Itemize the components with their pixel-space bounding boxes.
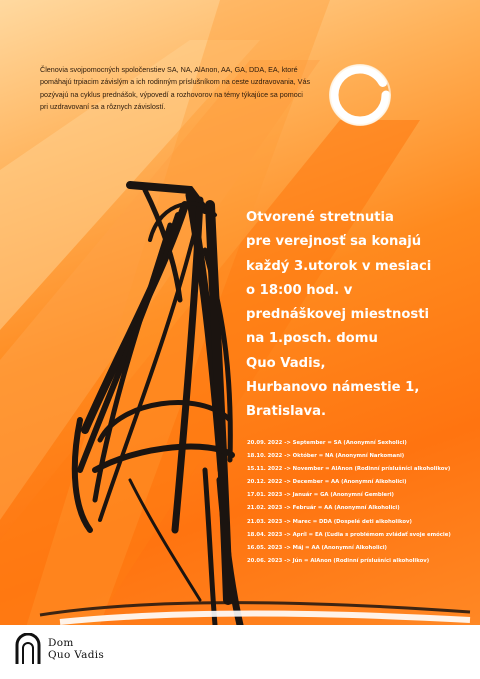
footer bbox=[0, 625, 480, 679]
schedule-item: 18.10. 2022 -> Október = NA (Anonymní Narkomani) bbox=[247, 453, 405, 460]
headline-announcement: Otvorené stretnutia pre verejnosť sa konajú každý 3.utorok v mesiaci o 18:00 hod. v prednáškovej miestnosti na 1.posch. domu Quo Vadis, Hurbanovo námestie 1, Bratislava. bbox=[246, 210, 432, 420]
schedule-item: 18.04. 2023 -> Apríl = EA (Ľudia s problémom zvládať svoje emócie) bbox=[247, 531, 451, 538]
schedule-item: 16.05. 2023 -> Máj = AA (Anonymní Alkoholici) bbox=[247, 544, 387, 551]
arch-door-icon bbox=[14, 633, 42, 665]
schedule-item: 20.09. 2022 -> September = SA (Anonymní Sexholici) bbox=[247, 440, 407, 446]
logo-text bbox=[48, 637, 104, 661]
schedule-list bbox=[247, 437, 477, 568]
enso-circle-icon bbox=[330, 65, 390, 125]
schedule-item: 15.11. 2022 -> November = AlAnon (Rodinní príslušníci alkoholikov) bbox=[247, 466, 451, 473]
logo-line-dom: Dom bbox=[48, 637, 74, 649]
logo-dom-quo-vadis bbox=[14, 633, 104, 665]
schedule-item: 21.03. 2023 -> Marec = DDA (Dospelé deti alkoholikov) bbox=[247, 518, 412, 525]
schedule-item: 21.02. 2023 -> Február = AA (Anonymní Alkoholici) bbox=[247, 505, 400, 512]
logo-line-quo-vadis: Quo Vadis bbox=[48, 649, 105, 661]
schedule-item: 20.06. 2023 -> Jún = AlAnon (Rodinní príslušníci alkoholikov) bbox=[247, 557, 430, 564]
schedule-item: 17.01. 2023 -> Január = GA (Anonymní Gembleri) bbox=[247, 492, 394, 499]
schedule-item: 20.12. 2022 -> December = AA (Anonymní Alkoholici) bbox=[247, 479, 407, 486]
intro-paragraph: Členovia svojpomocných spoločenstiev SA, NA, AlAnon, AA, GA, DDA, EA, ktoré pomáhajú trpiacim závislým a ich rodinným príslušníkom na ceste uzdravovania, Vás pozývajú na cyklus prednášok, výpovedí a rozhovorov na témy týkajúce sa pomoci pri uzdravovaní sa a rôznych závislostí. bbox=[40, 65, 311, 112]
